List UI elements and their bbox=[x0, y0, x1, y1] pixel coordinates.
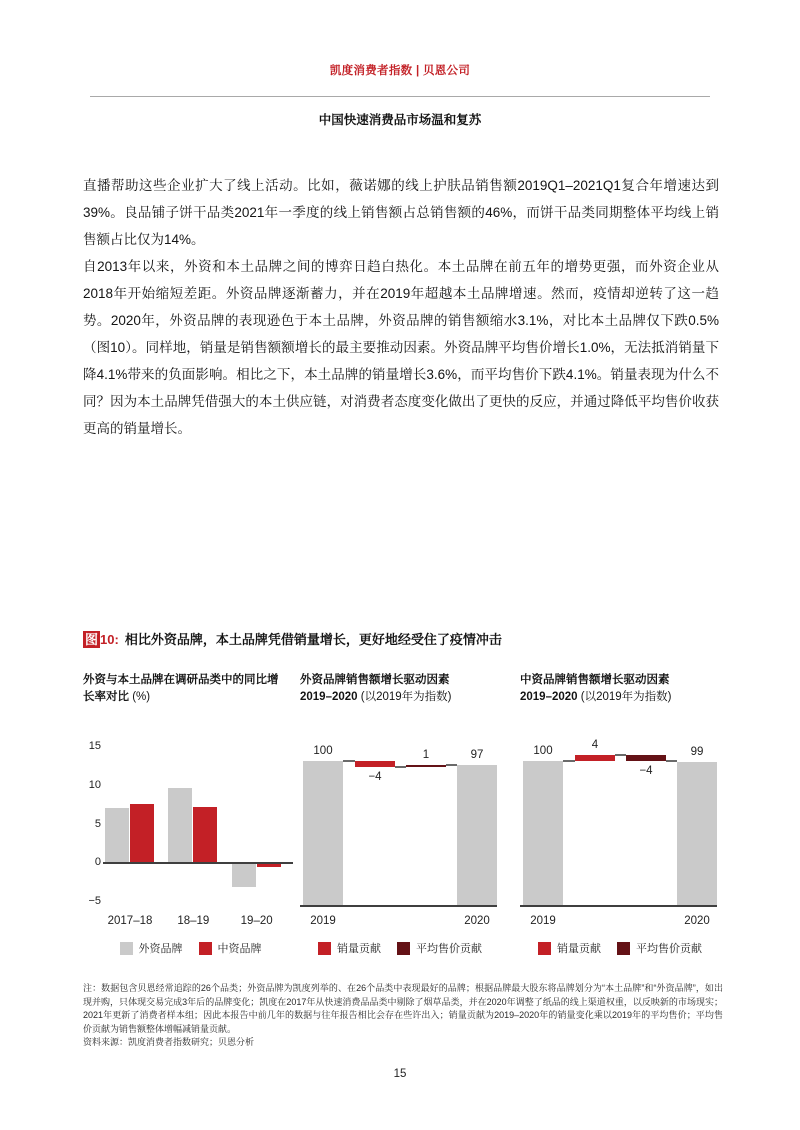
bar-segment bbox=[168, 788, 192, 862]
legend-label: 外资品牌 bbox=[138, 943, 183, 955]
chart-title-text: 外资与本土品牌在调研品类中的同比增长率对比 bbox=[83, 674, 279, 703]
figure-label-icon: 图 bbox=[85, 632, 99, 647]
waterfall-bar bbox=[406, 765, 446, 767]
bar-segment bbox=[105, 808, 129, 862]
legend-label: 平均售价贡献 bbox=[416, 943, 482, 955]
value-label: 100 bbox=[313, 745, 333, 757]
report-brand-header: 凯度消费者指数 | 贝恩公司 bbox=[329, 65, 471, 77]
baseline-axis bbox=[520, 905, 717, 907]
waterfall-bar bbox=[575, 755, 615, 761]
legend-swatch bbox=[318, 942, 331, 955]
connector-line bbox=[343, 760, 355, 762]
chart-title-note: (以2019年为指数) bbox=[360, 691, 452, 703]
legend-item bbox=[120, 940, 183, 956]
x-axis-label: 2019 bbox=[310, 915, 336, 927]
chart-title bbox=[520, 672, 672, 706]
bar-segment bbox=[193, 807, 217, 863]
value-label: 1 bbox=[422, 749, 430, 762]
chart-growth-comparison bbox=[83, 672, 298, 972]
footnote-text: 注：数据包含贝恩经常追踪的26个品类；外资品牌为凯度列举的、在26个品类中表现最好的品牌；根据品牌最大股东将品牌划分为“本土品牌”和“外资品牌”，如出现并购，只体现交易完成3年后的品牌变化；凯度在2017年从快速消费品品类中剔除了烟草品类，并在2020年调整了纸品的线上渠道权重，以反映新的市场现实；2021年更新了消费者样本组；因此本报告中前几年的数据与往年报告相比会存在些许出入；销量贡献为2019–2020年的销量变化乘以2019年的平均售价；平均售价贡献为销售额整体增幅减销量贡献。 bbox=[83, 983, 723, 1034]
baseline-axis bbox=[300, 905, 497, 907]
waterfall-bar bbox=[626, 755, 666, 761]
y-tick-label: 10 bbox=[88, 778, 101, 791]
legend-label: 中资品牌 bbox=[217, 943, 262, 955]
chart-title bbox=[300, 672, 452, 706]
figure-caption-text: 相比外资品牌，本土品牌凭借销量增长，更好地经受住了疫情冲击 bbox=[124, 632, 502, 647]
legend-item bbox=[397, 940, 482, 956]
value-label: 4 bbox=[591, 739, 599, 752]
waterfall-chart-plot bbox=[300, 740, 500, 940]
connector-line bbox=[666, 760, 677, 762]
bar-segment bbox=[232, 864, 256, 887]
waterfall-bar bbox=[523, 761, 563, 905]
legend-swatch bbox=[397, 942, 410, 955]
chart-title-text: 中资品牌销售额增长驱动因素 bbox=[520, 674, 670, 686]
waterfall-bar bbox=[303, 761, 343, 905]
figure-charts-row bbox=[0, 672, 800, 972]
waterfall-bar bbox=[355, 761, 395, 767]
x-axis-label: 18–19 bbox=[177, 915, 210, 927]
chart-title-note: (以2019年为指数) bbox=[580, 691, 672, 703]
legend-label: 销量贡献 bbox=[557, 943, 601, 955]
x-axis-label: 2017–18 bbox=[107, 915, 153, 927]
connector-line bbox=[563, 760, 575, 762]
bar-segment bbox=[130, 804, 154, 862]
x-axis-label: 2020 bbox=[684, 915, 710, 927]
chart-legend bbox=[520, 940, 720, 956]
x-axis-label: 19–20 bbox=[240, 915, 273, 927]
legend-item bbox=[617, 940, 702, 956]
legend-swatch bbox=[199, 942, 212, 955]
bar-chart-plot bbox=[83, 740, 298, 940]
y-tick-label: 0 bbox=[94, 856, 101, 869]
x-axis-label: 2019 bbox=[530, 915, 556, 927]
legend-swatch bbox=[120, 942, 133, 955]
footnote-block bbox=[83, 982, 723, 1050]
chart-foreign-waterfall bbox=[300, 672, 500, 972]
connector-line bbox=[615, 754, 626, 756]
y-tick-label: −5 bbox=[88, 895, 101, 907]
legend-label: 平均售价贡献 bbox=[636, 943, 702, 955]
legend-item bbox=[538, 940, 601, 956]
value-label: −4 bbox=[639, 765, 653, 777]
page-number: 15 bbox=[393, 1068, 407, 1080]
y-tick-label: 15 bbox=[88, 740, 101, 752]
chart-title-text: 外资品牌销售额增长驱动因素 bbox=[300, 674, 450, 686]
header-divider bbox=[90, 96, 710, 97]
figure-number: 10: bbox=[100, 632, 119, 647]
value-label: −4 bbox=[368, 770, 382, 783]
section-title: 中国快速消费品市场温和复苏 bbox=[318, 113, 482, 127]
chart-legend bbox=[83, 940, 298, 956]
zero-axis-line bbox=[103, 862, 293, 864]
chart-legend bbox=[300, 940, 500, 956]
x-axis-label: 2020 bbox=[464, 915, 490, 927]
body-paragraph-2: 自2013年以来，外资和本土品牌之间的博弈日趋白热化。本土品牌在前五年的增势更强，而外资企业从2018年开始缩短差距。外资品牌逐渐蓄力，并在2019年超越本土品牌增速。然而，疫情却逆转了这一趋势。2020年，外资品牌的表现逊色于本土品牌，外资品牌的销售额缩水3.1%，对比本土品牌仅下跌0.5%（图10）。同样地，销量是销售额额增长的最主要推动因素。外资品牌平均售价增长1.0%，无法抵消销量下降4.1%带来的负面影响。相比之下，本土品牌的销量增长3.6%，而平均售价下跌4.1%。销量表现为什么不同？因为本土品牌凭借强大的本土供应链，对消费者态度变化做出了更快的反应，并通过降低平均售价收获更高的销量增长。 bbox=[83, 259, 719, 436]
legend-swatch bbox=[538, 942, 551, 955]
legend-item bbox=[318, 940, 381, 956]
connector-line bbox=[446, 764, 457, 766]
chart-title bbox=[83, 672, 285, 706]
chart-title-period: 2019–2020 bbox=[520, 691, 578, 703]
waterfall-chart-plot bbox=[520, 740, 720, 940]
waterfall-bar bbox=[677, 762, 717, 905]
chart-title-unit: (%) bbox=[132, 691, 151, 703]
chart-local-waterfall bbox=[520, 672, 720, 972]
connector-line bbox=[395, 766, 406, 768]
source-line: 资料来源：凯度消费者指数研究；贝恩分析 bbox=[83, 1037, 255, 1047]
figure-caption bbox=[83, 629, 733, 648]
waterfall-bar bbox=[457, 765, 497, 905]
chart-title-period: 2019–2020 bbox=[300, 691, 358, 703]
value-label: 99 bbox=[690, 746, 704, 759]
legend-label: 销量贡献 bbox=[337, 943, 381, 955]
body-paragraph-1: 直播帮助这些企业扩大了线上活动。比如，薇诺娜的线上护肤品销售额2019Q1–2021Q1复合年增速达到39%。良品铺子饼干品类2021年一季度的线上销售额占总销售额的46%，而饼干品类同期整体平均线上销售额占比仅为14%。 bbox=[83, 178, 719, 247]
value-label: 97 bbox=[470, 749, 484, 762]
legend-swatch bbox=[617, 942, 630, 955]
y-tick-label: 5 bbox=[94, 817, 101, 830]
bar-segment bbox=[257, 864, 281, 867]
legend-item bbox=[199, 940, 262, 956]
value-label: 100 bbox=[533, 745, 553, 757]
